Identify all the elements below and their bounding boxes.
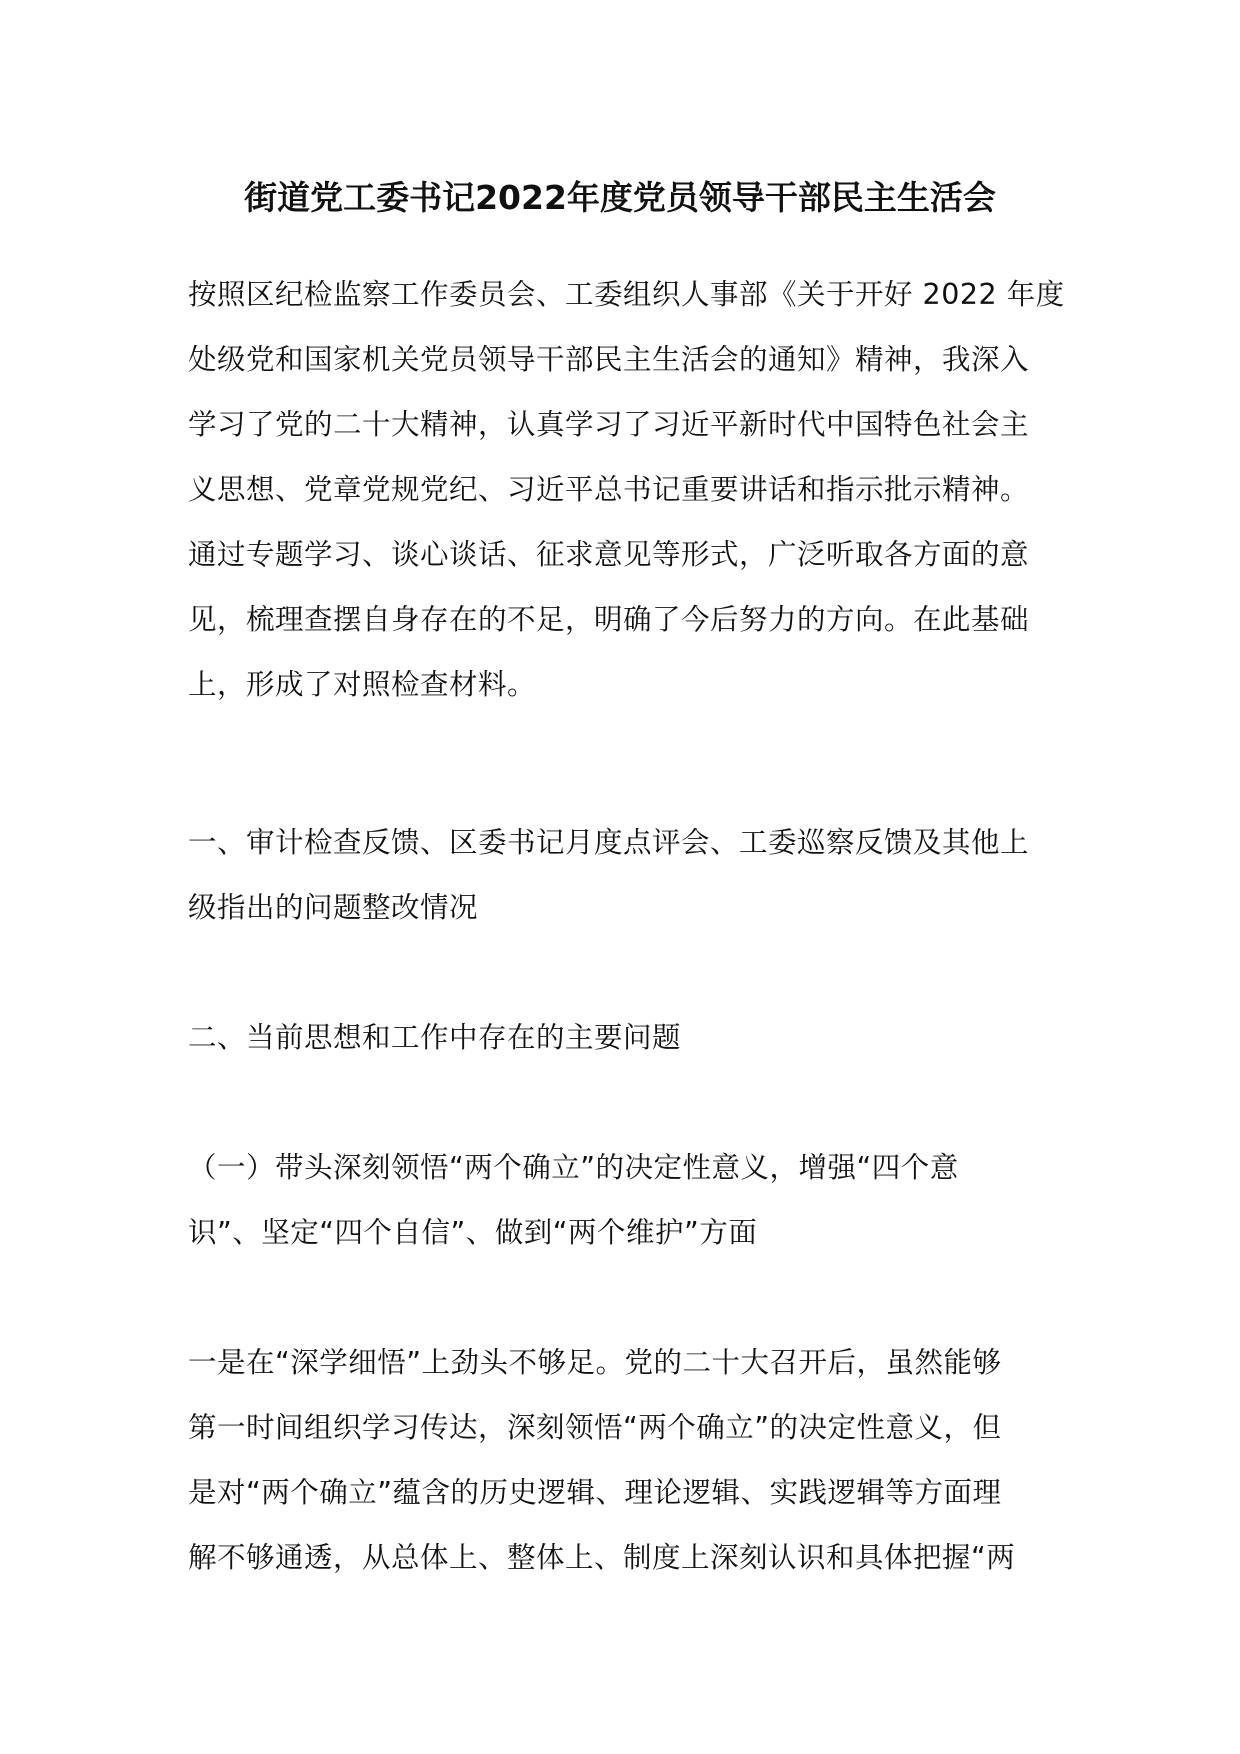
intro-line: 处级党和国家机关党员领导干部民主生活会的通知》精神，我深入: [188, 343, 1030, 376]
intro-line: 学习了党的二十大精神，认真学习了习近平新时代中国特色社会主: [188, 408, 1030, 441]
point-line: 解不够通透，从总体上、整体上、制度上深刻认识和具体把握“两: [188, 1541, 1016, 1574]
section-heading-line: 一、审计检查反馈、区委书记月度点评会、工委巡察反馈及其他上: [188, 826, 1030, 859]
section-heading-1: [188, 810, 1058, 940]
section-heading-2: [188, 1005, 1058, 1070]
document-title: 街道党工委书记2022年度党员领导干部民主生活会: [244, 178, 996, 217]
point-line: 第一时间组织学习传达，深刻领悟“两个确立”的决定性意义，但: [188, 1411, 1002, 1444]
intro-line: 义思想、党章党规党纪、习近平总书记重要讲话和指示批示精神。: [188, 473, 1030, 506]
intro-line: 上，形成了对照检查材料。: [188, 668, 537, 701]
section-heading-line: 二、当前思想和工作中存在的主要问题: [188, 1021, 682, 1054]
intro-paragraph: [188, 262, 1065, 717]
point-line: 是对“两个确立”蕴含的历史逻辑、理论逻辑、实践逻辑等方面理: [188, 1476, 1002, 1509]
point-paragraph-1: [188, 1330, 1058, 1590]
intro-line: 按照区纪检监察工作委员会、工委组织人事部《关于开好 2022 年度: [188, 278, 1065, 311]
subsection-heading-line: 识”、坚定“四个自信”、做到“两个维护”方面: [188, 1216, 758, 1249]
section-heading-line: 级指出的问题整改情况: [188, 891, 479, 924]
intro-line: 见，梳理查摆自身存在的不足，明确了今后努力的方向。在此基础: [188, 603, 1030, 636]
subsection-heading-line: （一）带头深刻领悟“两个确立”的决定性意义，增强“四个意: [188, 1151, 959, 1184]
subsection-heading-1: [188, 1135, 1058, 1265]
point-line: 一是在“深学细悟”上劲头不够足。党的二十大召开后，虽然能够: [188, 1346, 1002, 1379]
intro-line: 通过专题学习、谈心谈话、征求意见等形式，广泛听取各方面的意: [188, 538, 1030, 571]
